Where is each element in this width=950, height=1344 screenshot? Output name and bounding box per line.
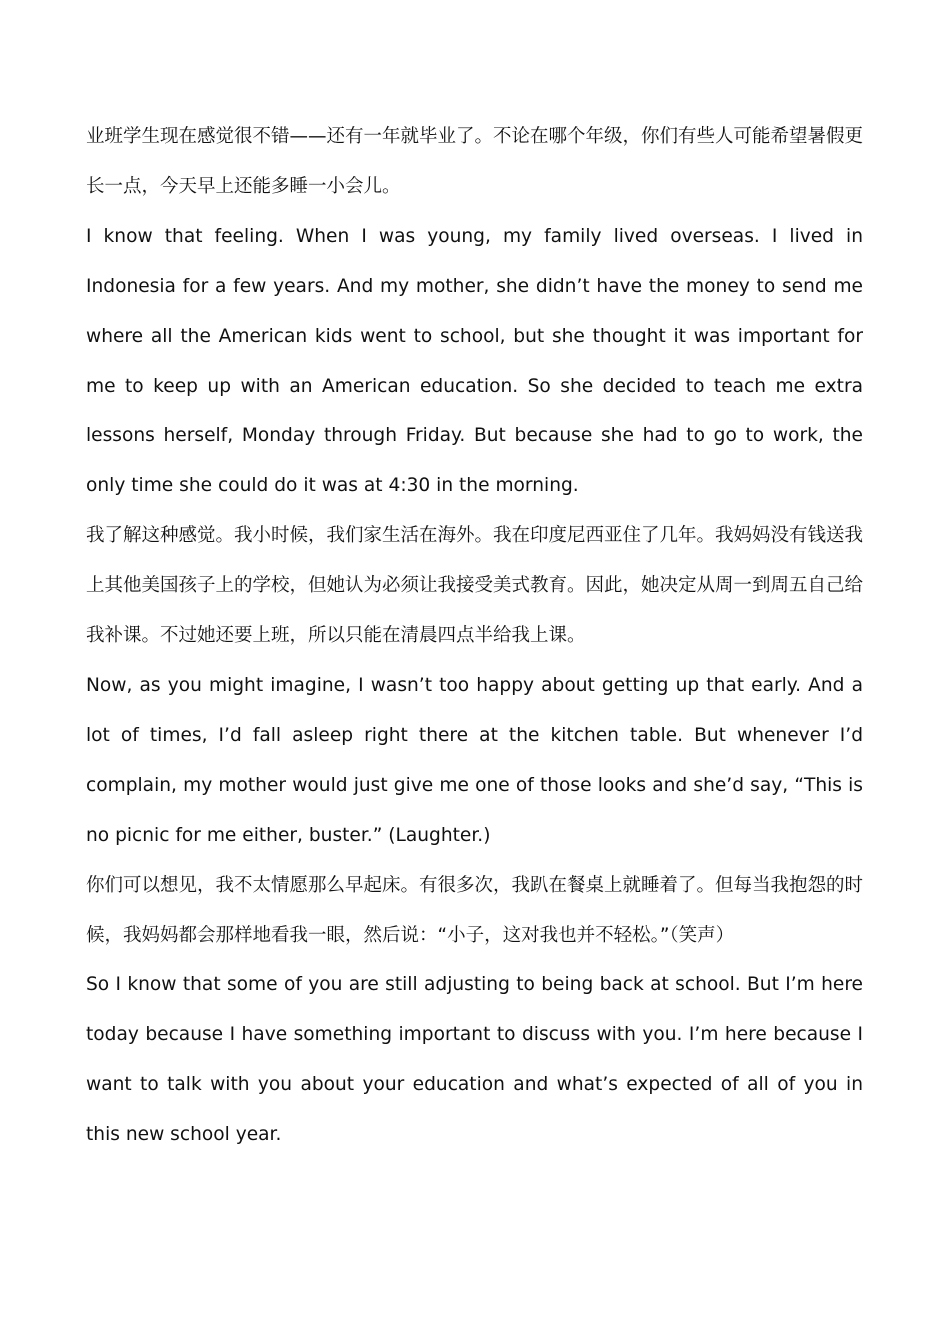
- paragraph-en-know-that-feeling: I know that feeling. When I was young, my family lived overseas. I lived in Indonesia for a few years. And my mother, she didn’t have the money to send me where all the American kids went to school, but she thought it was important for me to keep up with an American education. So she decided to teach me extra lessons herself, Monday through Friday. But because she had to go to work, the only time she could do it was at 4:30 in the morning.: [86, 225, 863, 497]
- document-body: [86, 112, 863, 1160]
- paragraph-en-getting-up-early: Now, as you might imagine, I wasn’t too happy about getting up that early. And a lot of times, I’d fall asleep right there at the kitchen table. But whenever I’d complain, my mother would just give me one of those looks and she’d say, “This is no picnic for me either, buster.” (Laughter.): [86, 674, 863, 846]
- paragraph-zh-know-that-feeling: 我了解这种感觉。我小时候，我们家生活在海外。我在印度尼西亚住了几年。我妈妈没有钱送我上其他美国孩子上的学校，但她认为必须让我接受美式教育。因此，她决定从周一到周五自己给我补课。不过她还要上班，所以只能在清晨四点半给我上课。: [86, 525, 864, 647]
- paragraph-en-back-at-school: So I know that some of you are still adjusting to being back at school. But I’m here today because I have something important to discuss with you. I’m here because I want to talk with you about your education and what’s expected of all of you in this new school year.: [86, 974, 863, 1146]
- paragraph-zh-graduating-class: 业班学生现在感觉很不错——还有一年就毕业了。不论在哪个年级，你们有些人可能希望暑假更长一点，今天早上还能多睡一小会儿。: [86, 126, 864, 197]
- paragraph-zh-getting-up-early: 你们可以想见，我不太情愿那么早起床。有很多次，我趴在餐桌上就睡着了。但每当我抱怨的时候，我妈妈都会那样地看我一眼，然后说：“小子，这对我也并不轻松。”（笑声）: [86, 874, 864, 946]
